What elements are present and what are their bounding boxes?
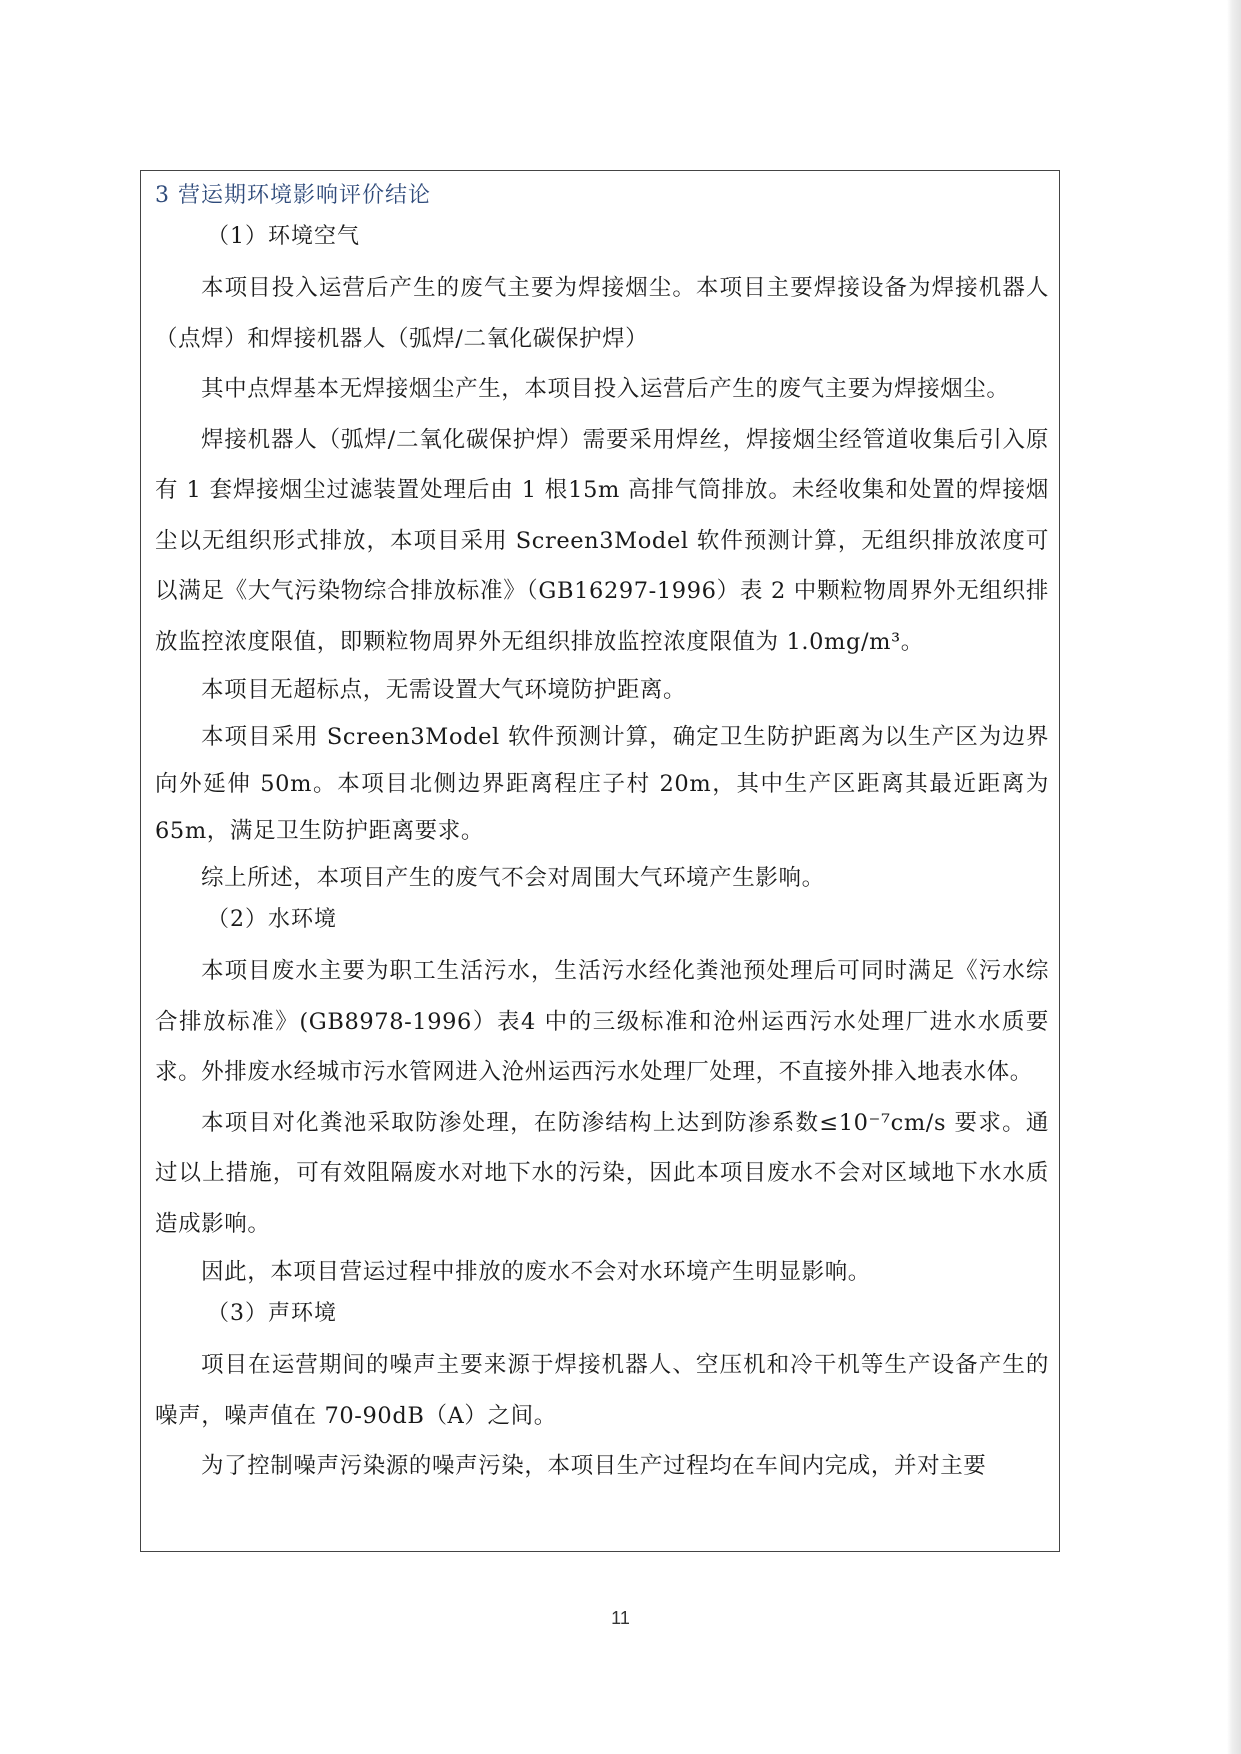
paragraph: 为了控制噪声污染源的噪声污染，本项目生产过程均在车间内完成，并对主要	[201, 1453, 987, 1479]
paragraph: 综上所述，本项目产生的废气不会对周围大气环境产生影响。	[201, 865, 825, 891]
paragraph: 因此，本项目营运过程中排放的废水不会对水环境产生明显影响。	[201, 1259, 871, 1285]
scan-edge-shadow	[1227, 0, 1241, 1754]
paragraph: 其中点焊基本无焊接烟尘产生，本项目投入运营后产生的废气主要为焊接烟尘。	[201, 376, 1010, 402]
paragraph: 本项目投入运营后产生的废气主要为焊接烟尘。本项目主要焊接设备为焊接机器人（点焊）和焊接机器人（弧焊/二氧化碳保护焊）	[155, 275, 1049, 352]
content-frame	[140, 170, 1060, 1552]
page-number: 11	[611, 1608, 630, 1628]
subheading-water: （2）水环境	[207, 907, 337, 932]
section-heading: 3 营运期环境影响评价结论	[155, 183, 431, 208]
subheading-air: （1）环境空气	[207, 224, 360, 249]
paragraph: 项目在运营期间的噪声主要来源于焊接机器人、空压机和冷干机等生产设备产生的噪声，噪声值在 70-90dB（A）之间。	[155, 1352, 1049, 1429]
paragraph: 本项目无超标点，无需设置大气环境防护距离。	[201, 677, 687, 703]
paragraph: 本项目废水主要为职工生活污水，生活污水经化粪池预处理后可同时满足《污水综合排放标准》(GB8978-1996）表4 中的三级标准和沧州运西污水处理厂进水水质要求。外排废水经城市污水管网进入沧州运西污水处理厂处理，不直接外排入地表水体。	[155, 958, 1049, 1085]
paragraph: 焊接机器人（弧焊/二氧化碳保护焊）需要采用焊丝，焊接烟尘经管道收集后引入原有 1 套焊接烟尘过滤装置处理后由 1 根15m 高排气筒排放。未经收集和处置的焊接烟尘以无组织形式排放，本项目采用 Screen3Model 软件预测计算，无组织排放浓度可以满足《大气污染物综合排放标准》（GB16297-1996）表 2 中颗粒物周界外无组织排放监控浓度限值，即颗粒物周界外无组织排放监控浓度限值为 1.0mg/m³。	[155, 426, 1049, 655]
paragraph: 本项目对化粪池采取防渗处理，在防渗结构上达到防渗系数≤10⁻⁷cm/s 要求。通过以上措施，可有效阻隔废水对地下水的污染，因此本项目废水不会对区域地下水水质造成影响。	[155, 1109, 1049, 1237]
paragraph: 本项目采用 Screen3Model 软件预测计算，确定卫生防护距离为以生产区为边界向外延伸 50m。本项目北侧边界距离程庄子村 20m，其中生产区距离其最近距离为 65m，满足卫生防护距离要求。	[155, 724, 1049, 844]
subheading-noise: （3）声环境	[207, 1301, 337, 1326]
